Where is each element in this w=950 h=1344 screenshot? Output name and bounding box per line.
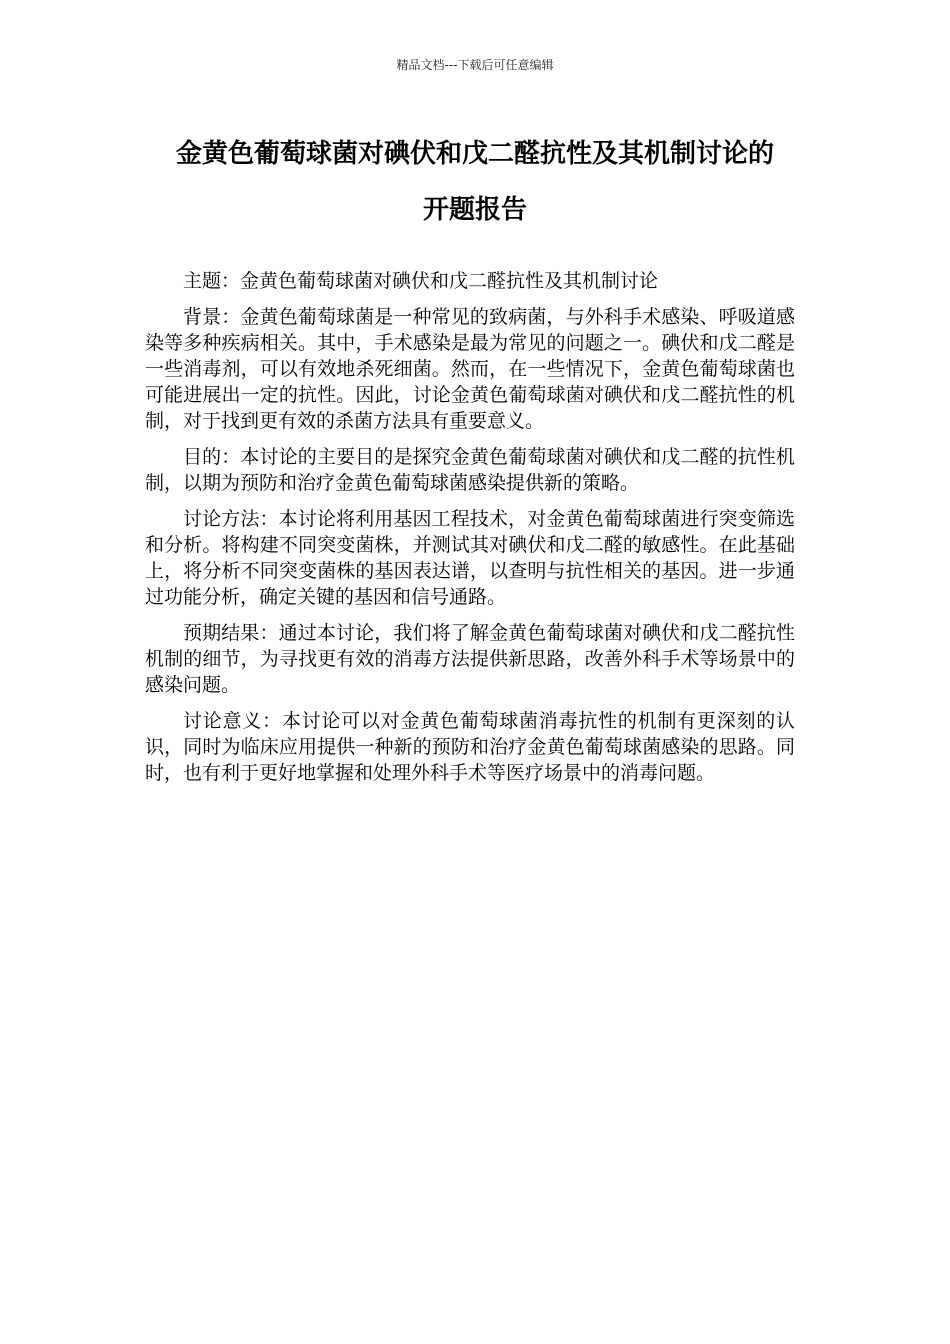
section-significance-text: 本讨论可以对金黄色葡萄球菌消毒抗性的机制有更深刻的认识，同时为临床应用提供一种新的预防和治疗金黄色葡萄球菌感染的思路。同时，也有利于更好地掌握和处理外科手术等医疗场景中的消毒问题。 [145, 710, 795, 784]
section-significance [145, 708, 795, 786]
document-title [130, 126, 820, 238]
section-expected-results-label: 预期结果： [183, 622, 279, 644]
document-body [145, 268, 795, 796]
section-topic-text: 金黄色葡萄球菌对碘伏和戊二醛抗性及其机制讨论 [240, 270, 659, 292]
header-note: 精品文档---下载后可任意编辑 [396, 58, 554, 72]
section-purpose [145, 444, 795, 496]
section-purpose-label: 目的： [183, 446, 241, 468]
section-methods-text: 本讨论将利用基因工程技术，对金黄色葡萄球菌进行突变筛选和分析。将构建不同突变菌株，并测试其对碘伏和戊二醛的敏感性。在此基础上，将分析不同突变菌株的基因表达谱，以查明与抗性相关的基因。进一步通过功能分析，确定关键的基因和信号通路。 [145, 508, 795, 608]
title-line-2: 开题报告 [422, 195, 527, 225]
section-background-text: 金黄色葡萄球菌是一种常见的致病菌，与外科手术感染、呼吸道感染等多种疾病相关。其中，手术感染是最为常见的问题之一。碘伏和戊二醛是一些消毒剂，可以有效地杀死细菌。然而，在一些情况下，金黄色葡萄球菌也可能进展出一定的抗性。因此，讨论金黄色葡萄球菌对碘伏和戊二醛抗性的机制，对于找到更有效的杀菌方法具有重要意义。 [145, 306, 795, 432]
section-background [145, 304, 795, 434]
section-purpose-text: 本讨论的主要目的是探究金黄色葡萄球菌对碘伏和戊二醛的抗性机制，以期为预防和治疗金黄色葡萄球菌感染提供新的策略。 [145, 446, 795, 494]
section-expected-results [145, 620, 795, 698]
section-expected-results-text: 通过本讨论，我们将了解金黄色葡萄球菌对碘伏和戊二醛抗性机制的细节，为寻找更有效的消毒方法提供新思路，改善外科手术等场景中的感染问题。 [145, 622, 795, 696]
section-background-label: 背景： [183, 306, 241, 328]
section-topic [145, 268, 795, 294]
section-methods [145, 506, 795, 610]
section-topic-label: 主题： [183, 270, 241, 292]
section-significance-label: 讨论意义： [183, 710, 282, 732]
section-methods-label: 讨论方法： [183, 508, 279, 530]
title-line-1: 金黄色葡萄球菌对碘伏和戊二醛抗性及其机制讨论的 [175, 139, 774, 169]
